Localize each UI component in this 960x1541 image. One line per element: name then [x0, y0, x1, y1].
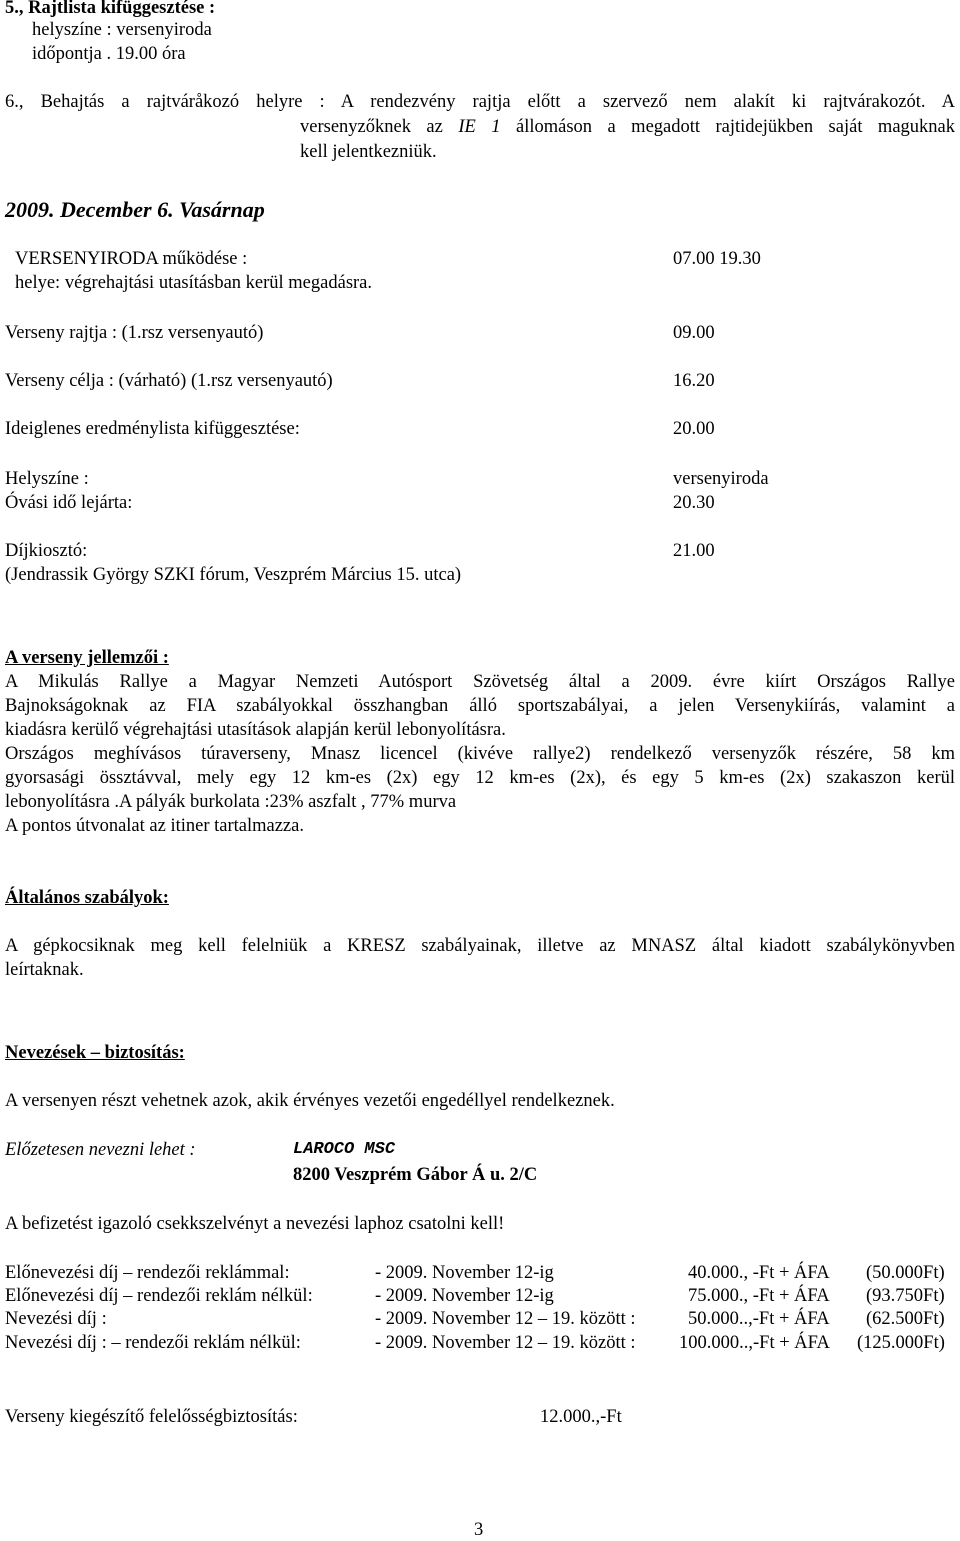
section-5-place: helyszíne : versenyiroda — [32, 20, 212, 40]
features-p2-line: gyorsasági össztávval, mely egy 12 km-es (2x) egy 12 km-es (2x), és egy 5 km-es (2x) szakaszon kerül — [5, 768, 955, 788]
section-6-line3: kell jelentkezniük. — [300, 142, 437, 162]
payment-note: A befizetést igazoló csekkszelvényt a nevezési laphoz csatolni kell! — [5, 1214, 505, 1234]
fee-row-period: - 2009. November 12 – 19. között : — [375, 1309, 636, 1329]
schedule-finish-label: Verseny célja : (várható) (1.rsz versenyautó) — [5, 371, 333, 391]
pre-entry-label: Előzetesen nevezni lehet : — [5, 1140, 196, 1160]
fee-row-total: (50.000Ft) — [866, 1263, 945, 1283]
section-6-line1: 6., Behajtás a rajtváråkozó helyre : A rendezvény rajtja előtt a szervező nem alakít ki rajtvárakozót. A — [5, 92, 955, 112]
features-p1-line: Bajnokságoknak az FIA szabályokkal összhangban álló sportszabályai, a jelen Versenykiírás, valamint a — [5, 696, 955, 716]
fee-row-amount: 75.000., -Ft + ÁFA — [688, 1286, 830, 1306]
schedule-protest-value: 20.30 — [673, 493, 715, 513]
schedule-awards-value: 21.00 — [673, 541, 715, 561]
fee-row-total: (125.000Ft) — [857, 1333, 945, 1353]
schedule-place-value: versenyiroda — [673, 469, 769, 489]
insurance-label: Verseny kiegészítő felelősségbiztosítás: — [5, 1407, 298, 1427]
fee-row-period: - 2009. November 12 – 19. között : — [375, 1333, 636, 1353]
schedule-awards-location: (Jendrassik György SZKI fórum, Veszprém Március 15. utca) — [5, 565, 462, 585]
section-6-text: versenyzőknek az — [300, 117, 459, 137]
section-6-line2 — [300, 116, 955, 138]
page-number: 3 — [474, 1520, 484, 1540]
fee-row-amount: 40.000., -Ft + ÁFA — [688, 1263, 830, 1283]
fee-row-name: Előnevezési díj – rendezői reklámmal: — [5, 1263, 290, 1283]
schedule-office-location: helye: végrehajtási utasításban kerül megadásra. — [15, 273, 373, 293]
schedule-results-label: Ideiglenes eredménylista kifüggesztése: — [5, 419, 300, 439]
schedule-results-value: 20.00 — [673, 419, 715, 439]
insurance-value: 12.000.,-Ft — [540, 1407, 622, 1427]
schedule-finish-value: 16.20 — [673, 371, 715, 391]
fee-row-name: Előnevezési díj – rendezői reklám nélkül: — [5, 1286, 313, 1306]
features-p2-line: A pontos útvonalat az itiner tartalmazza. — [5, 816, 304, 836]
section-6-text-cont: állomáson a megadott rajtidejükben saját maguknak — [500, 117, 955, 137]
fee-row-period: - 2009. November 12-ig — [375, 1263, 554, 1283]
schedule-awards-label: Díjkiosztó: — [5, 541, 88, 561]
schedule-start-label: Verseny rajtja : (1.rsz versenyautó) — [5, 323, 264, 343]
general-line: A gépkocsiknak meg kell felelniük a KRESZ szabályainak, illetve az MNASZ által kiadott szabálykönyvben — [5, 936, 955, 956]
features-p1-line: A Mikulás Rallye a Magyar Nemzeti Autósport Szövetség által a 2009. évre kiírt Országos Rallye — [5, 672, 955, 692]
organizer-name: LAROCO MSC — [293, 1140, 396, 1159]
fee-row-name: Nevezési díj : – rendezői reklám nélkül: — [5, 1333, 301, 1353]
fee-row-amount: 100.000..,-Ft + ÁFA — [679, 1333, 830, 1353]
fee-row-total: (62.500Ft) — [866, 1309, 945, 1329]
fee-row-period: - 2009. November 12-ig — [375, 1286, 554, 1306]
entries-heading: Nevezések – biztosítás: — [5, 1043, 185, 1063]
section-5-title: 5., Rajtlista kifüggesztése : — [5, 0, 216, 18]
features-p1-line: kiadásra kerülő végrehajtási utasítások alapján kerül lebonyolításra. — [5, 720, 506, 740]
features-p2-line: lebonyolításra .A pályák burkolata :23% aszfalt , 77% murva — [5, 792, 457, 812]
features-heading: A verseny jellemzői : — [5, 648, 169, 668]
features-p2-line: Országos meghívásos túraverseny, Mnasz licencel (kivéve rallye2) rendelkező versenyzők részére, 58 km — [5, 744, 955, 764]
schedule-office-label: VERSENYIRODA működése : — [15, 249, 248, 269]
schedule-place-label: Helyszíne : — [5, 469, 89, 489]
schedule-protest-label: Óvási idő lejárta: — [5, 493, 133, 513]
entries-eligibility: A versenyen részt vehetnek azok, akik érvényes vezetői engedéllyel rendelkeznek. — [5, 1091, 615, 1111]
day-heading: 2009. December 6. Vasárnap — [5, 197, 265, 222]
fee-row-total: (93.750Ft) — [866, 1286, 945, 1306]
organizer-address: 8200 Veszprém Gábor Á u. 2/C — [293, 1165, 538, 1185]
fee-row-name: Nevezési díj : — [5, 1309, 107, 1329]
schedule-start-value: 09.00 — [673, 323, 715, 343]
schedule-office-value: 07.00 19.30 — [673, 249, 761, 269]
general-line: leírtaknak. — [5, 960, 84, 980]
general-heading: Általános szabályok: — [5, 888, 169, 908]
fee-row-amount: 50.000..,-Ft + ÁFA — [688, 1309, 830, 1329]
section-5-time: időpontja . 19.00 óra — [32, 44, 186, 64]
section-6-station: IE 1 — [458, 117, 501, 137]
